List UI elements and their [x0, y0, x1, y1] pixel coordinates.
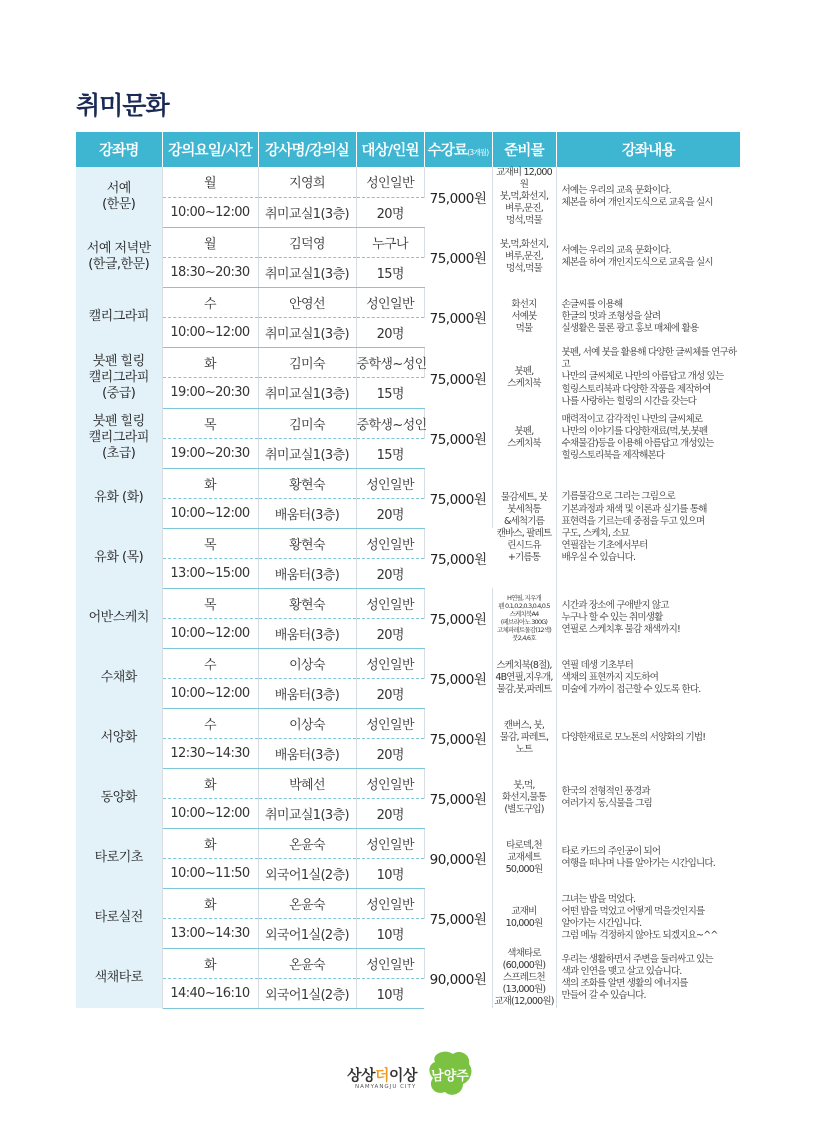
course-name: 유화 (화)	[76, 468, 162, 528]
course-desc: 시간과 장소에 구애받지 않고 누구나 할 수 있는 취미생활 연필로 스케치후 물감 채색까지!	[561, 599, 681, 636]
course-day: 화	[162, 468, 258, 498]
course-prep: 교재비 10,000원	[492, 888, 556, 948]
course-day: 화	[162, 347, 258, 378]
course-time: 13:00~14:30	[162, 918, 258, 948]
course-fee: 75,000원	[424, 227, 492, 287]
course-prep: 색채타로 (60,000원) 스프레드천 (13,000원) 교재(12,000원)	[492, 948, 556, 1008]
course-count: 20명	[356, 498, 424, 528]
page-title: 취미문화	[76, 91, 169, 120]
course-teacher: 황현숙	[258, 528, 356, 558]
course-fee: 75,000원	[424, 167, 492, 227]
logo-subtitle: NAMYANGJU CITY	[355, 1084, 417, 1090]
course-teacher: 온윤숙	[258, 828, 356, 858]
mark-text: 남양주	[431, 1069, 469, 1084]
table-row	[76, 828, 740, 858]
course-day: 수	[162, 708, 258, 738]
course-desc: 타로 카드의 주인공이 되어 여행을 떠나며 나를 알아가는 시간입니다.	[561, 845, 716, 870]
course-count: 20명	[356, 738, 424, 768]
course-room: 배움터(3층)	[258, 738, 356, 768]
header-target: 대상/인원	[356, 132, 424, 167]
course-name: 어반스케치	[76, 588, 162, 648]
course-name: 붓펜 힐링 캘리그라피 (중급)	[76, 347, 162, 408]
course-teacher: 온윤숙	[258, 948, 356, 978]
course-fee: 75,000원	[424, 768, 492, 828]
course-day: 화	[162, 888, 258, 918]
course-fee: 75,000원	[424, 708, 492, 768]
course-fee: 75,000원	[424, 468, 492, 528]
table-row	[76, 888, 740, 918]
course-name: 색채타로	[76, 948, 162, 1008]
course-fee: 75,000원	[424, 588, 492, 648]
course-desc: 붓펜, 서예 붓을 활용해 다양한 글씨체를 연구하고 나만의 글씨체로 나만의 아름답고 개성 있는 힐링스토리북과 다양한 작품을 제작하여 나를 사랑하는 힐링의 시간을 갖는다	[561, 347, 737, 407]
course-count: 15명	[356, 438, 424, 468]
course-desc: 서예는 우리의 교육 문화이다. 체본을 하여 개인지도식으로 교육을 실시	[561, 244, 713, 268]
course-day: 목	[162, 588, 258, 618]
table-row	[76, 588, 740, 618]
course-name: 유화 (목)	[76, 528, 162, 588]
course-teacher: 황현숙	[258, 468, 356, 498]
course-day: 화	[162, 828, 258, 858]
course-room: 배움터(3층)	[258, 498, 356, 528]
logo-part2: 이상	[388, 1066, 417, 1084]
course-prep: 교재비 12,000원 붓,먹,화선지, 벼루,문진, 멍석,먹물	[492, 167, 556, 227]
course-day: 목	[162, 528, 258, 558]
course-time: 10:00~12:00	[162, 317, 258, 347]
course-room: 취미교실1(3층)	[258, 197, 356, 227]
course-fee: 90,000원	[424, 948, 492, 1008]
table-row	[76, 408, 740, 438]
table-row	[76, 948, 740, 978]
header-fee	[424, 132, 492, 167]
course-prep: H연필, 지우개 펜 0.1,0.2,0.3,0.4,0.5 스케치북A4 (페브리아노 300G) 고체파레트물감(12색) 붓2,4,6호	[492, 588, 556, 648]
header-fee-note: (3개월)	[467, 148, 489, 157]
course-desc: 한국의 전형적인 풍경과 여러가지 동,식물을 그림	[561, 785, 652, 810]
course-desc: 손글씨를 이용해 한글의 멋과 조형성을 살려 실생활은 물론 광고 홍보 매체에 활용	[561, 298, 699, 335]
header-prep: 준비물	[492, 132, 556, 167]
city-logo	[347, 1050, 473, 1100]
course-room: 취미교실1(3층)	[258, 317, 356, 347]
course-name: 타로실전	[76, 888, 162, 948]
course-day: 화	[162, 948, 258, 978]
course-fee: 75,000원	[424, 408, 492, 468]
course-target: 중학생~성인	[356, 347, 424, 378]
course-room: 외국어1실(2층)	[258, 858, 356, 888]
table-row	[76, 167, 740, 197]
course-count: 10명	[356, 918, 424, 948]
course-target: 성인일반	[356, 828, 424, 858]
course-count: 10명	[356, 858, 424, 888]
course-name: 캘리그라피	[76, 287, 162, 347]
course-day: 수	[162, 287, 258, 317]
course-target: 성인일반	[356, 468, 424, 498]
course-desc: 서예는 우리의 교육 문화이다. 체본을 하여 개인지도식으로 교육을 실시	[561, 184, 713, 208]
course-count: 20명	[356, 798, 424, 828]
logo-accent: 더	[374, 1066, 389, 1084]
logo-part1: 상상	[347, 1066, 375, 1084]
course-teacher: 황현숙	[258, 588, 356, 618]
course-body	[76, 167, 740, 1008]
header-time: 강의요일/시간	[162, 132, 258, 167]
course-prep: 물감세트, 붓 붓세척통 &세척기름 캔바스, 팔레트 린시드유 +기름통	[492, 468, 556, 588]
course-time: 19:00~20:30	[162, 438, 258, 468]
course-teacher: 박혜선	[258, 768, 356, 798]
course-count: 15명	[356, 257, 424, 287]
table-row	[76, 648, 740, 678]
course-count: 15명	[356, 378, 424, 409]
table-row	[76, 227, 740, 257]
course-prep: 캔버스, 붓, 물감, 파레트, 노트	[492, 708, 556, 768]
table-row	[76, 287, 740, 317]
header-teacher: 강사명/강의실	[258, 132, 356, 167]
course-teacher: 안영선	[258, 287, 356, 317]
course-teacher: 김미숙	[258, 347, 356, 378]
logo-text	[347, 1064, 417, 1085]
course-teacher: 이상숙	[258, 708, 356, 738]
header-desc: 강좌내용	[556, 132, 740, 167]
course-time: 18:30~20:30	[162, 257, 258, 287]
course-time: 14:40~16:10	[162, 978, 258, 1008]
course-target: 성인일반	[356, 167, 424, 197]
header-course-name: 강좌명	[76, 132, 162, 167]
table-row	[76, 768, 740, 798]
table-row	[76, 708, 740, 738]
course-room: 배움터(3층)	[258, 678, 356, 708]
course-name: 서예 (한문)	[76, 167, 162, 227]
course-fee: 90,000원	[424, 828, 492, 888]
course-target: 성인일반	[356, 708, 424, 738]
course-count: 20명	[356, 618, 424, 648]
course-count: 20명	[356, 197, 424, 227]
course-teacher: 지영희	[258, 167, 356, 197]
table-row	[76, 347, 740, 378]
course-prep: 붓펜, 스케치북	[492, 408, 556, 468]
course-target: 성인일반	[356, 588, 424, 618]
course-name: 붓펜 힐링 캘리그라피 (초급)	[76, 408, 162, 468]
course-room: 외국어1실(2층)	[258, 978, 356, 1008]
course-count: 20명	[356, 558, 424, 588]
header-fee-label: 수강료	[427, 143, 468, 159]
course-day: 월	[162, 167, 258, 197]
course-prep: 붓펜, 스케치북	[492, 347, 556, 408]
table-row	[76, 468, 740, 498]
course-prep: 붓,먹, 화선지,물통 (별도구입)	[492, 768, 556, 828]
course-fee: 75,000원	[424, 648, 492, 708]
course-teacher: 이상숙	[258, 648, 356, 678]
course-target: 누구나	[356, 227, 424, 257]
course-teacher: 김미숙	[258, 408, 356, 438]
course-count: 20명	[356, 317, 424, 347]
course-name: 서예 저녁반 (한글,한문)	[76, 227, 162, 287]
course-desc: 그녀는 밥을 먹었다. 어떤 밥을 먹었고 어떻게 먹을것인지를 알아가는 시간입니다. 그럼 메뉴 걱정하지 않아도 되겠지요~^^	[561, 893, 718, 942]
course-target: 성인일반	[356, 888, 424, 918]
course-fee: 75,000원	[424, 347, 492, 408]
course-target: 성인일반	[356, 948, 424, 978]
course-count: 10명	[356, 978, 424, 1008]
course-desc: 다양한재료로 모노톤의 서양화의 기법!	[561, 731, 706, 743]
course-prep: 스케치북(8절), 4B연필,지우개, 물감,붓,파레트	[492, 648, 556, 708]
course-time: 10:00~11:50	[162, 858, 258, 888]
course-time: 10:00~12:00	[162, 678, 258, 708]
namyangju-mark-icon	[427, 1050, 473, 1098]
course-time: 10:00~12:00	[162, 798, 258, 828]
course-target: 중학생~성인	[356, 408, 424, 438]
course-desc: 연필 데생 기초부터 색채의 표현까지 지도하여 미술에 가까이 접근할 수 있도록 한다.	[561, 659, 701, 696]
course-room: 외국어1실(2층)	[258, 918, 356, 948]
course-desc: 기름물감으로 그리는 그림으로 기본과정과 채색 및 이론과 실기를 통해 표현력을 기르는데 중점을 두고 있으며 구도, 스케치, 소묘 연필잡는 기초에서부터 배우실 수 있습니다.	[561, 491, 707, 564]
course-time: 12:30~14:30	[162, 738, 258, 768]
course-time: 10:00~12:00	[162, 197, 258, 227]
course-room: 취미교실1(3층)	[258, 438, 356, 468]
course-teacher: 온윤숙	[258, 888, 356, 918]
course-name: 서양화	[76, 708, 162, 768]
course-room: 배움터(3층)	[258, 618, 356, 648]
course-table	[76, 132, 740, 1009]
course-prep: 타로덱,천 교재세트 50,000원	[492, 828, 556, 888]
course-desc: 매력적이고 감각적인 나만의 글씨체로 나만의 이야기를 다양한재료(먹,붓,붓펜 수채물감)등을 이용해 아름답고 개성있는 힐링스토리북을 제작해본다	[561, 413, 714, 462]
course-day: 수	[162, 648, 258, 678]
course-time: 10:00~12:00	[162, 498, 258, 528]
course-room: 취미교실1(3층)	[258, 798, 356, 828]
course-room: 취미교실1(3층)	[258, 257, 356, 287]
course-target: 성인일반	[356, 528, 424, 558]
course-target: 성인일반	[356, 648, 424, 678]
course-fee: 75,000원	[424, 287, 492, 347]
course-name: 동양화	[76, 768, 162, 828]
course-fee: 75,000원	[424, 888, 492, 948]
course-room: 취미교실1(3층)	[258, 378, 356, 409]
course-target: 성인일반	[356, 768, 424, 798]
course-prep: 화선지 서예붓 먹물	[492, 287, 556, 347]
table-header-row	[76, 132, 740, 167]
course-teacher: 김덕영	[258, 227, 356, 257]
course-desc: 우리는 생활하면서 주변을 둘러싸고 있는 색과 인연을 맺고 살고 있습니다. 색의 조화를 알면 생활의 에너지를 만들어 갈 수 있습니다.	[561, 953, 713, 1002]
course-time: 10:00~12:00	[162, 618, 258, 648]
course-time: 19:00~20:30	[162, 378, 258, 409]
course-count: 20명	[356, 678, 424, 708]
course-name: 타로기초	[76, 828, 162, 888]
course-prep: 붓,먹,화선지, 벼루,문진, 멍석,먹물	[492, 227, 556, 287]
course-day: 목	[162, 408, 258, 438]
course-day: 월	[162, 227, 258, 257]
course-name: 수채화	[76, 648, 162, 708]
course-day: 화	[162, 768, 258, 798]
course-time: 13:00~15:00	[162, 558, 258, 588]
course-fee: 75,000원	[429, 552, 487, 569]
course-target: 성인일반	[356, 287, 424, 317]
course-room: 배움터(3층)	[258, 558, 356, 588]
